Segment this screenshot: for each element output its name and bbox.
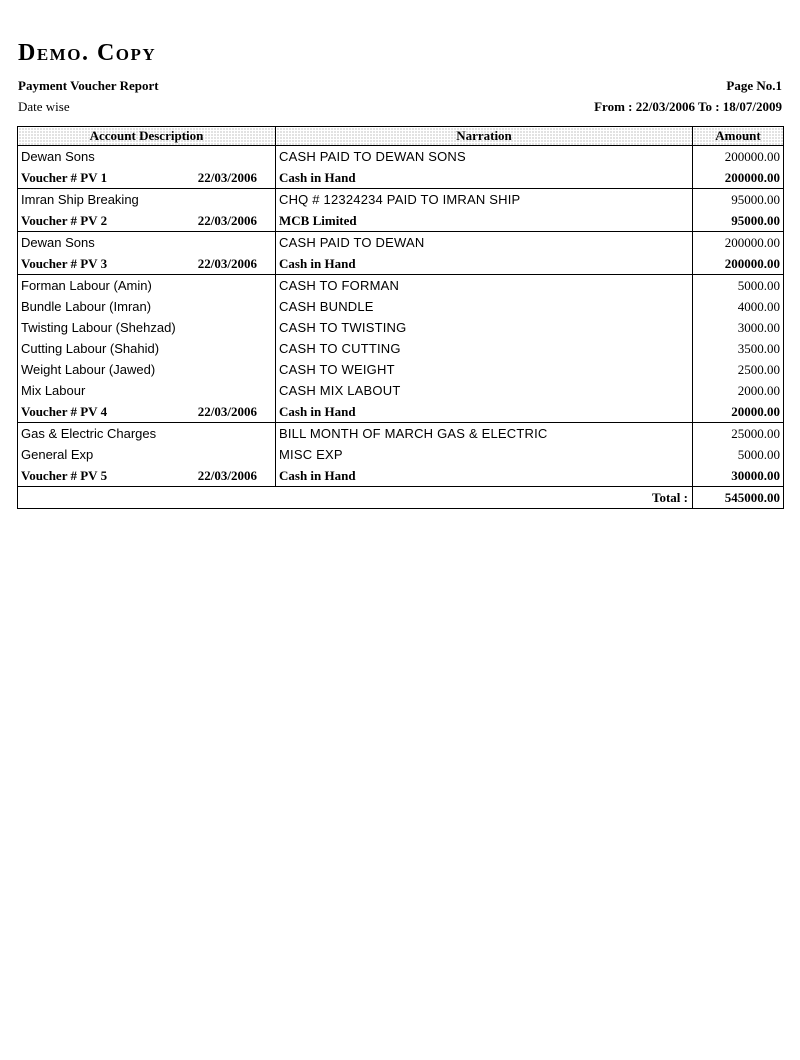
voucher-summary-row [18,167,784,189]
voucher-cell [18,465,276,487]
account-cell: Weight Labour (Jawed) [18,359,276,380]
account-cell: Twisting Labour (Shehzad) [18,317,276,338]
voucher-total-cell: 95000.00 [693,210,784,232]
amount-cell: 95000.00 [693,189,784,211]
table-row [18,338,784,359]
payment-account-cell: Cash in Hand [276,167,693,189]
voucher-summary-row [18,401,784,423]
voucher-date: 22/03/2006 [197,256,257,271]
voucher-date: 22/03/2006 [197,170,257,185]
voucher-summary-row [18,210,784,232]
amount-cell: 4000.00 [693,296,784,317]
payment-account-cell: Cash in Hand [276,253,693,275]
narration-cell: CHQ # 12324234 PAID TO IMRAN SHIP [276,189,693,211]
voucher-number: Voucher # PV 3 [21,256,108,271]
narration-cell: CASH PAID TO DEWAN SONS [276,146,693,168]
amount-cell: 2000.00 [693,380,784,401]
voucher-date: 22/03/2006 [197,468,257,483]
voucher-date: 22/03/2006 [197,404,257,419]
account-cell: General Exp [18,444,276,465]
voucher-total-cell: 200000.00 [693,167,784,189]
table-row [18,317,784,338]
voucher-summary-row [18,253,784,275]
amount-cell: 3000.00 [693,317,784,338]
table-row [18,189,784,211]
document-title: Demo. Copy [18,40,157,66]
table-row [18,359,784,380]
voucher-total-cell: 200000.00 [693,253,784,275]
grand-total-value: 545000.00 [693,487,784,509]
table-body [18,146,784,509]
account-cell: Dewan Sons [18,146,276,168]
narration-cell: BILL MONTH OF MARCH GAS & ELECTRIC [276,423,693,445]
voucher-cell [18,401,276,423]
table-row [18,146,784,168]
account-cell: Gas & Electric Charges [18,423,276,445]
grand-total-row [18,487,784,509]
table-header-row [18,127,784,146]
voucher-total-cell: 30000.00 [693,465,784,487]
voucher-number: Voucher # PV 1 [21,170,108,185]
amount-cell: 5000.00 [693,275,784,297]
amount-cell: 25000.00 [693,423,784,445]
voucher-summary-row [18,465,784,487]
table-row [18,296,784,317]
amount-cell: 200000.00 [693,146,784,168]
column-header-narration: Narration [276,127,693,146]
voucher-number: Voucher # PV 4 [21,404,108,419]
voucher-cell [18,253,276,275]
narration-cell: CASH PAID TO DEWAN [276,232,693,254]
voucher-date: 22/03/2006 [197,213,257,228]
column-header-amount: Amount [693,127,784,146]
account-cell: Forman Labour (Amin) [18,275,276,297]
payment-account-cell: Cash in Hand [276,465,693,487]
account-cell: Bundle Labour (Imran) [18,296,276,317]
voucher-table [17,126,784,509]
report-title: Payment Voucher Report [18,78,159,93]
narration-cell: CASH BUNDLE [276,296,693,317]
voucher-total-cell: 20000.00 [693,401,784,423]
narration-cell: CASH MIX LABOUT [276,380,693,401]
account-cell: Imran Ship Breaking [18,189,276,211]
payment-account-cell: MCB Limited [276,210,693,232]
voucher-cell [18,210,276,232]
account-cell: Dewan Sons [18,232,276,254]
report-subtitle: Date wise [18,99,70,114]
amount-cell: 2500.00 [693,359,784,380]
narration-cell: MISC EXP [276,444,693,465]
table-row [18,444,784,465]
amount-cell: 3500.00 [693,338,784,359]
narration-cell: CASH TO TWISTING [276,317,693,338]
narration-cell: CASH TO FORMAN [276,275,693,297]
voucher-number: Voucher # PV 2 [21,213,108,228]
page-number: Page No.1 [726,78,782,93]
table-row [18,275,784,297]
table-row [18,380,784,401]
date-range: From : 22/03/2006 To : 18/07/2009 [594,99,782,114]
amount-cell: 200000.00 [693,232,784,254]
voucher-cell [18,167,276,189]
account-cell: Cutting Labour (Shahid) [18,338,276,359]
total-label: Total : [18,487,693,509]
payment-account-cell: Cash in Hand [276,401,693,423]
amount-cell: 5000.00 [693,444,784,465]
account-cell: Mix Labour [18,380,276,401]
narration-cell: CASH TO WEIGHT [276,359,693,380]
column-header-account: Account Description [18,127,276,146]
table-row [18,232,784,254]
voucher-number: Voucher # PV 5 [21,468,108,483]
table-row [18,423,784,445]
narration-cell: CASH TO CUTTING [276,338,693,359]
